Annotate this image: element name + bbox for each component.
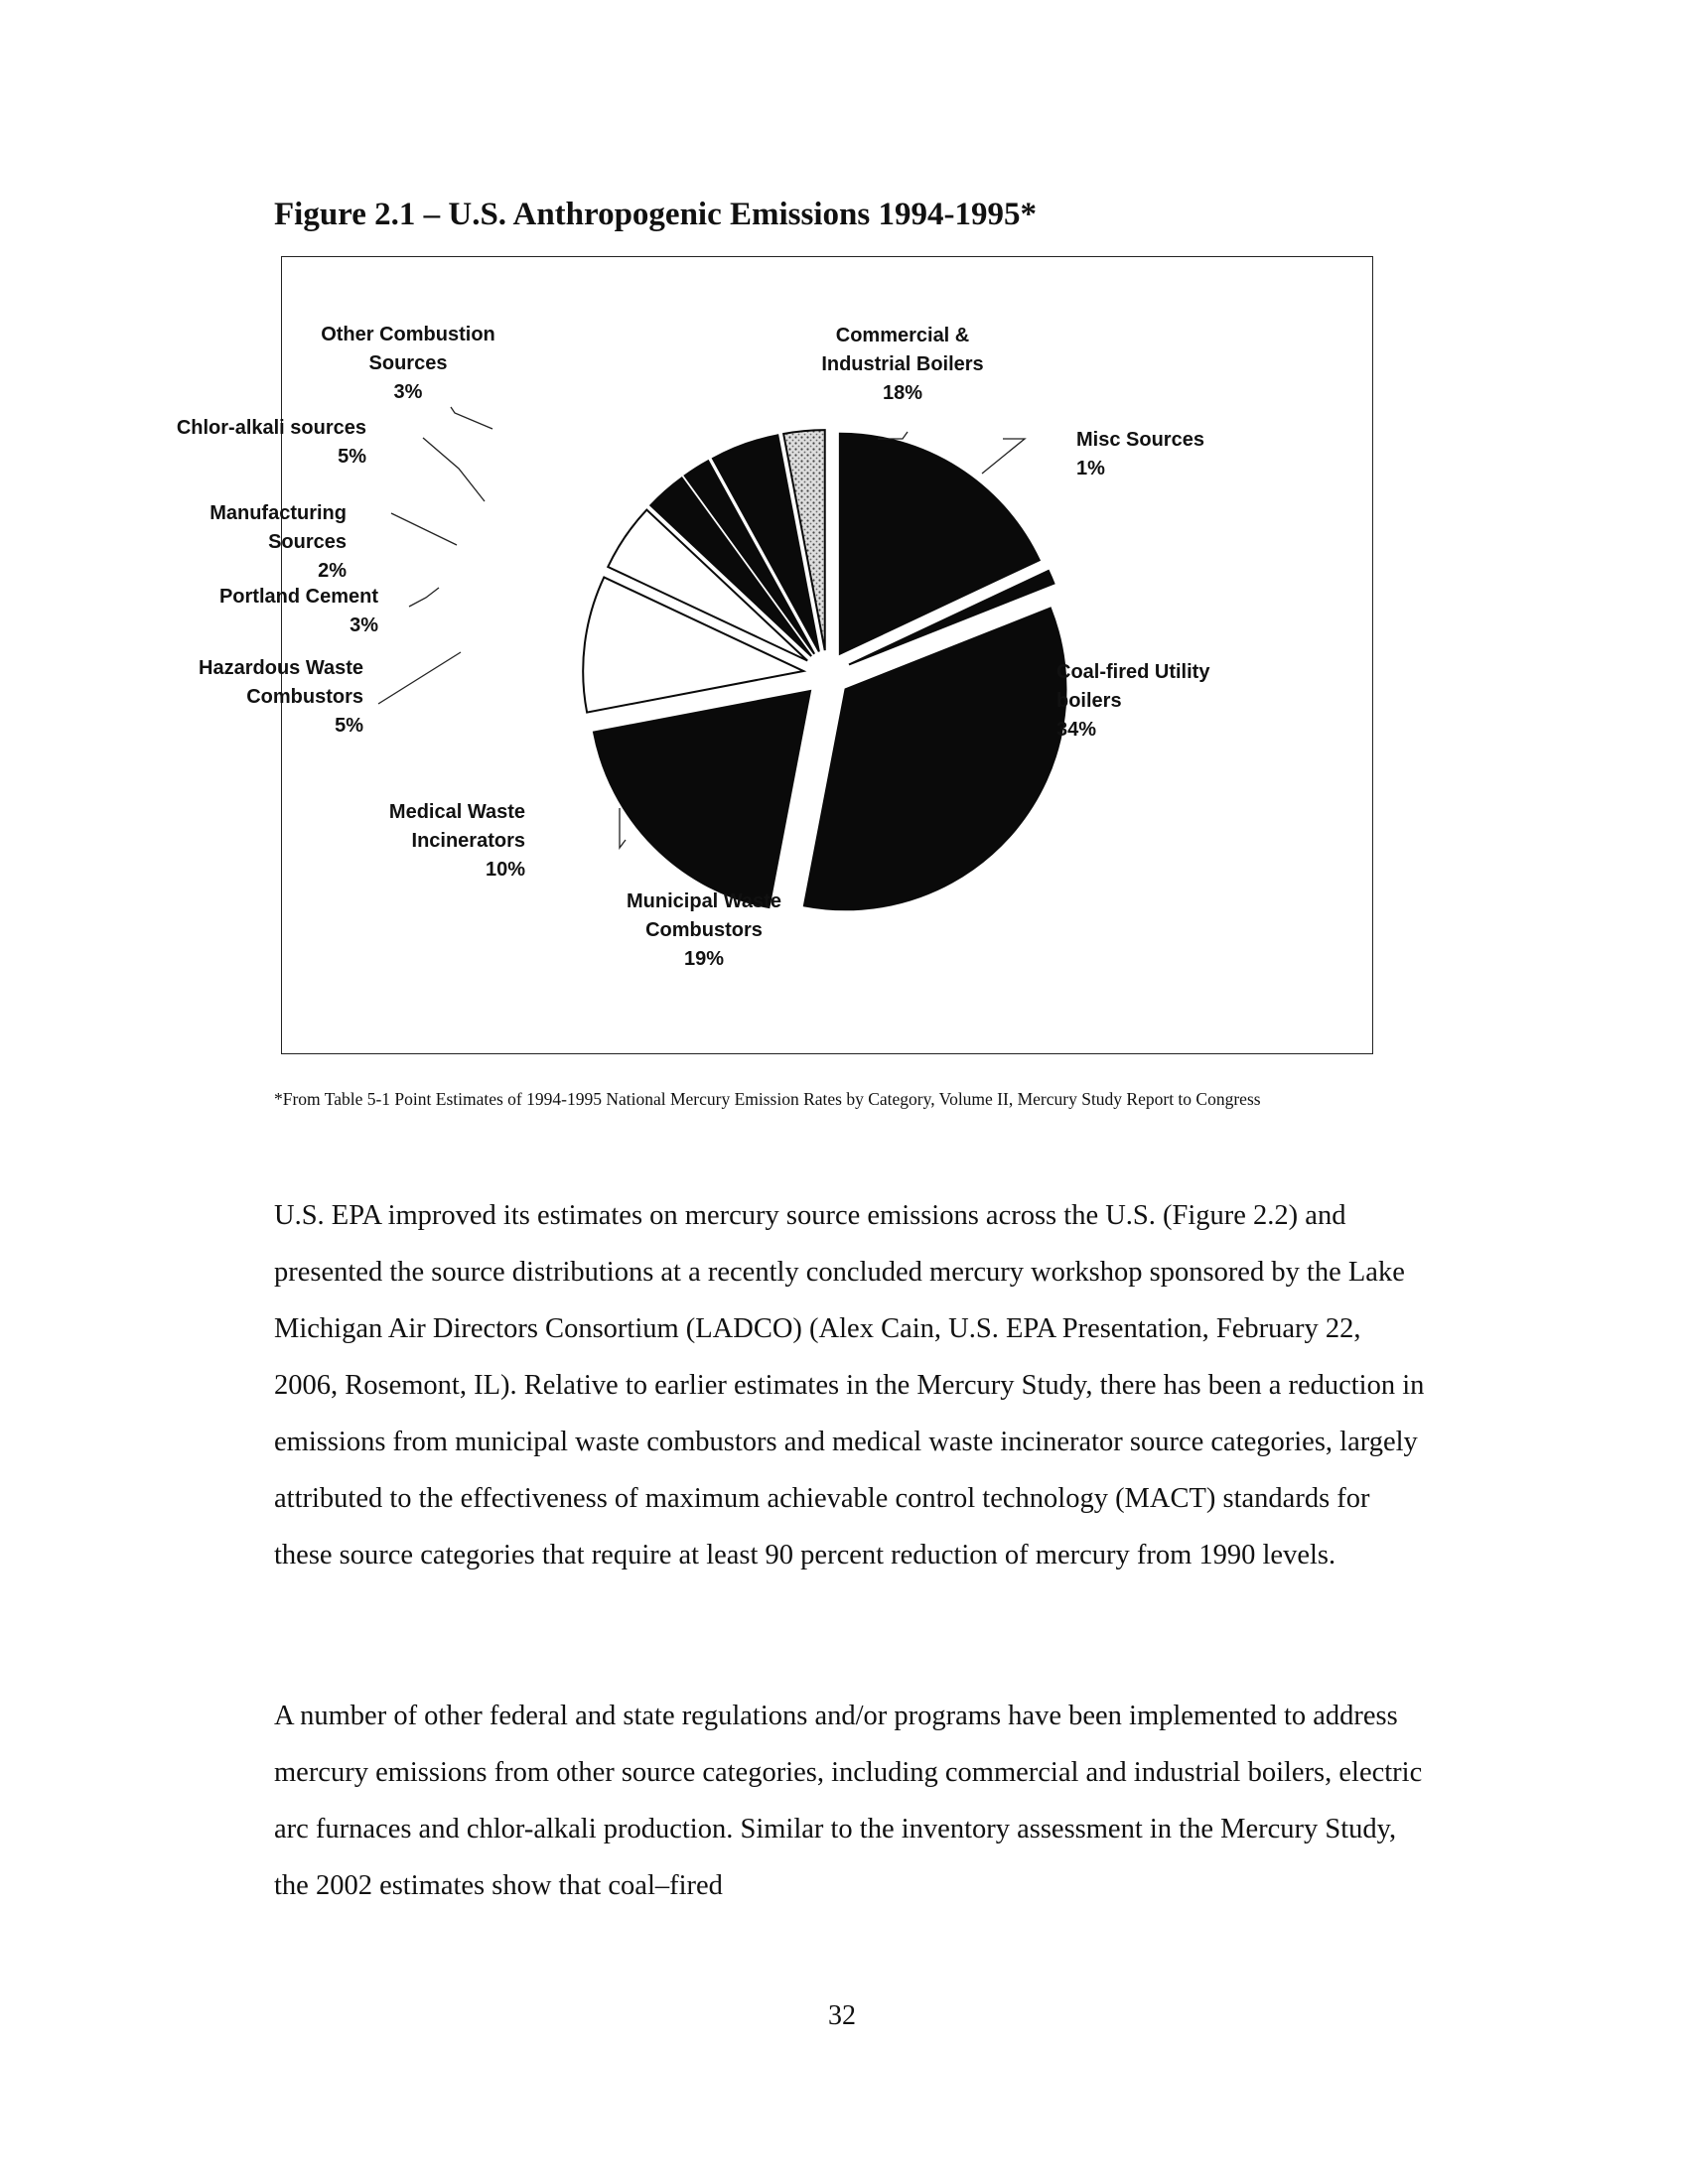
pie-slice-label: Hazardous Waste Combustors 5% (199, 657, 363, 737)
pie-slice-label: Municipal Waste Combustors 19% (627, 890, 781, 970)
figure-title: Figure 2.1 – U.S. Anthropogenic Emissions 1994-1995* (274, 197, 1037, 232)
leader-line (620, 808, 626, 848)
body-paragraph-1: U.S. EPA improved its estimates on mercury source emissions across the U.S. (Figure 2.2) and presented the source distributions at a recently concluded mercury workshop sponsored by the Lake Michigan Air Directors Consortium (LADCO) (Alex Cain, U.S. EPA Presentation, February 22, 2006, Rosemont, IL). Relative to earlier estimates in the Mercury Study, there has been a reduction in emissions from municipal waste combustors and medical waste incinerator source categories, largely attributed to the effectiveness of maximum achievable control technology (MACT) standards for these source categories that require at least 90 percent reduction of mercury from 1990 levels. (274, 1200, 1425, 1570)
pie-slice-label: Medical Waste Incinerators 10% (388, 801, 525, 881)
pie-slice-municipal-waste-combustors (594, 691, 810, 907)
leader-line (451, 407, 492, 429)
leader-line (391, 513, 457, 545)
figure-footnote: *From Table 5-1 Point Estimates of 1994-1995 National Mercury Emission Rates by Category, Volume II, Mercury Study Report to Congress (274, 1089, 1261, 1109)
leader-line (378, 652, 461, 704)
pie-chart-frame (176, 256, 1373, 1054)
pie-chart (176, 257, 1372, 1053)
body-paragraph-2: A number of other federal and state regulations and/or programs have been implemented to address mercury emissions from other source categories, including commercial and industrial boilers, electric arc furnaces and chlor-alkali production. Similar to the inventory assessment in the Mercury Study, the 2002 estimates show that coal–fired (274, 1701, 1423, 1901)
pie-slice-label: Chlor-alkali sources 5% (176, 417, 366, 468)
pie-slice-label: Coal-fired Utility boilers 34% (1056, 661, 1210, 741)
pie-slice-label: Portland Cement 3% (218, 586, 378, 636)
page-number: 32 (828, 2000, 856, 2031)
leader-line (423, 438, 485, 501)
pie-slice-label: Manufacturing Sources 2% (210, 502, 347, 582)
pie-slice-label: Commercial & Industrial Boilers 18% (821, 325, 984, 404)
pie-slice-label: Misc Sources 1% (1076, 429, 1204, 479)
pie-slice-label: Other Combustion Sources 3% (321, 324, 495, 403)
leader-line (409, 588, 439, 607)
leader-line (982, 439, 1025, 474)
